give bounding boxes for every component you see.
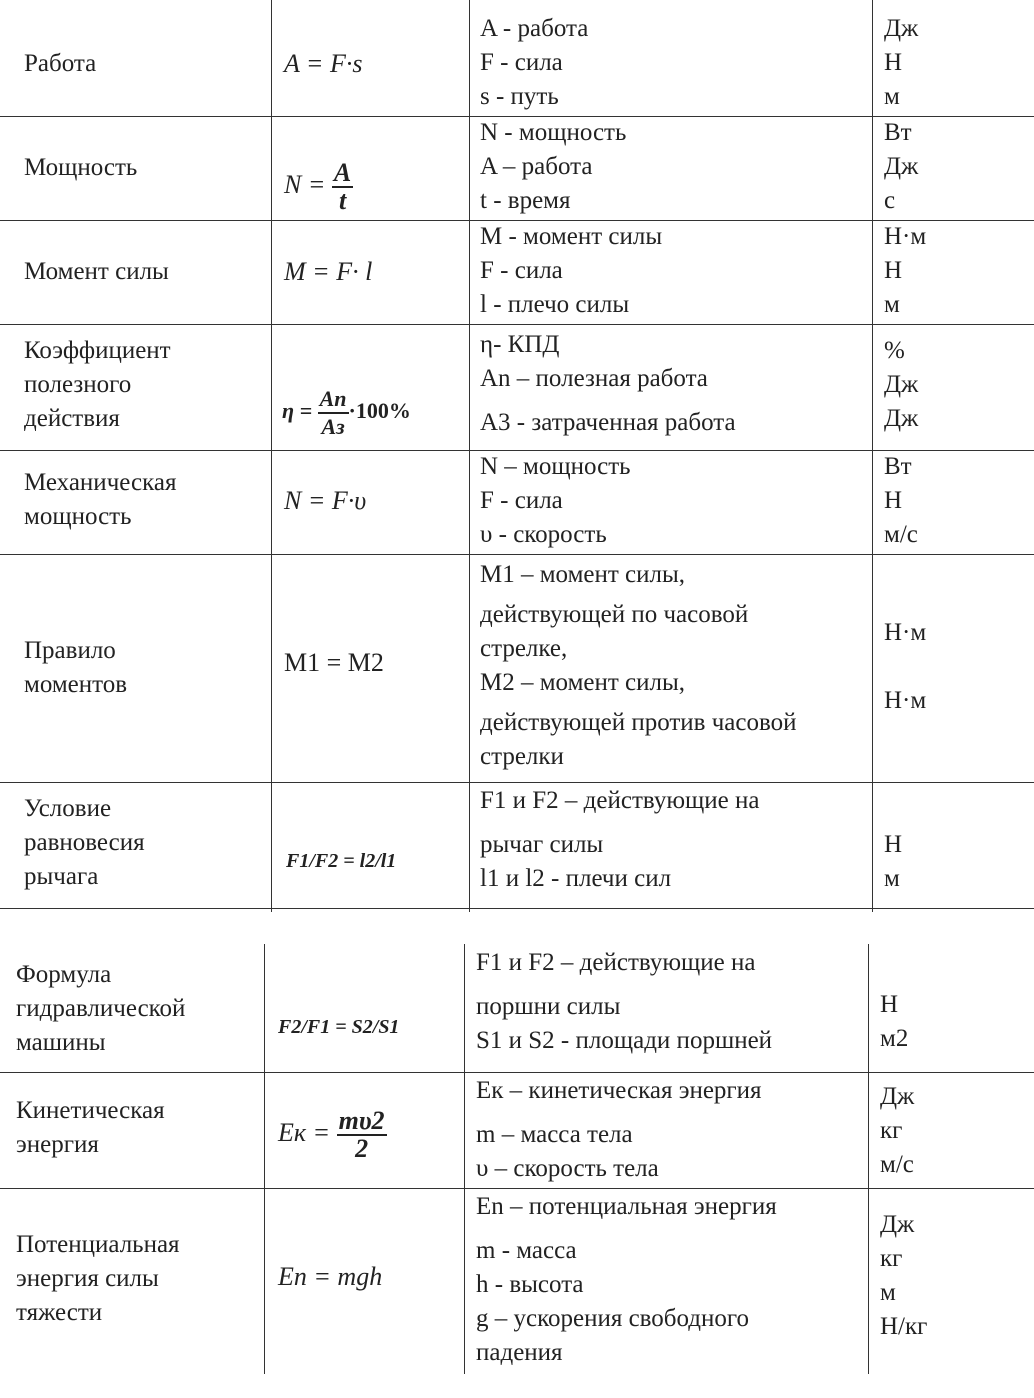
formula: A = F·s xyxy=(284,49,363,78)
variable-descriptions: η- КПД An – полезная работа A3 - затраченная работа xyxy=(480,331,736,436)
units: Н·м Н·м xyxy=(884,619,927,714)
quantity-name: Условие равновесия рычага xyxy=(24,795,145,890)
variable-descriptions: Eк – кинетическая энергия m – масса тела υ – скорость тела xyxy=(476,1077,762,1182)
quantity-name: Правило моментов xyxy=(24,637,128,698)
quantity-name: Формула гидравлической машины xyxy=(16,961,186,1056)
table-row xyxy=(0,12,1034,117)
formula: M = F· l xyxy=(284,257,373,286)
units: Вт Н м/с xyxy=(884,453,918,548)
formula: N = $\frac{A}{t}$ xyxy=(284,158,352,215)
table-row xyxy=(0,782,1034,909)
formula: En = mgh xyxy=(278,1262,383,1291)
units: Дж кг м Н/кг xyxy=(880,1211,928,1340)
variable-descriptions: F1 и F2 – действующие на поршни силы S1 и S2 - площади поршней xyxy=(476,949,773,1054)
quantity-name: Коэффициент полезного действия xyxy=(24,337,171,432)
table-row xyxy=(0,1188,1034,1374)
units: Н·м Н м xyxy=(884,223,927,318)
variable-descriptions: N - мощность A – работа t - время xyxy=(480,119,627,214)
table-row xyxy=(0,944,1034,1073)
formula: M1 = M2 xyxy=(284,648,384,677)
physics-formulas-table-2 xyxy=(0,944,1034,1374)
units: Дж кг м/с xyxy=(880,1083,915,1178)
table-row xyxy=(0,116,1034,221)
table-row xyxy=(0,450,1034,555)
variable-descriptions: M1 – момент силы, действующей по часовой стрелке, M2 – момент силы, действующей против часовой стрелки xyxy=(480,561,797,770)
formula: F1/F2 = l2/l1 xyxy=(286,850,397,872)
variable-descriptions: N – мощность F - сила υ - скорость xyxy=(480,453,631,548)
variable-descriptions: M - момент силы F - сила l - плечо силы xyxy=(480,223,663,318)
units: % Дж Дж xyxy=(884,337,919,432)
quantity-name: Работа xyxy=(24,50,97,77)
quantity-name: Потенциальная энергия силы тяжести xyxy=(16,1231,180,1326)
formula: N = F·υ xyxy=(284,486,367,515)
formula: η = $\frac{Aп}{Aз}$ ·100% xyxy=(282,386,411,439)
units: Н м xyxy=(884,831,903,892)
variable-descriptions: A - работа F - сила s - путь xyxy=(480,15,589,110)
formula: Eк = $\frac{m\upsilon 2}{2}$ xyxy=(278,1106,385,1163)
table-row xyxy=(0,220,1034,325)
quantity-name: Механическая мощность xyxy=(24,469,177,530)
units: Вт Дж с xyxy=(884,119,919,214)
quantity-name: Мощность xyxy=(24,154,138,181)
table-row xyxy=(0,324,1034,451)
formula: F2/F1 = S2/S1 xyxy=(278,1016,400,1038)
table-row xyxy=(0,554,1034,783)
quantity-name: Кинетическая энергия xyxy=(16,1097,165,1158)
units: Дж Н м xyxy=(884,15,919,110)
table-row xyxy=(0,1072,1034,1189)
quantity-name: Момент силы xyxy=(24,258,169,285)
units: Н м2 xyxy=(880,991,909,1052)
variable-descriptions: F1 и F2 – действующие на рычаг силы l1 и l2 - плечи сил xyxy=(480,787,760,892)
variable-descriptions: En – потенциальная энергия m - масса h - высота g – ускорения свободного падения xyxy=(476,1193,777,1366)
